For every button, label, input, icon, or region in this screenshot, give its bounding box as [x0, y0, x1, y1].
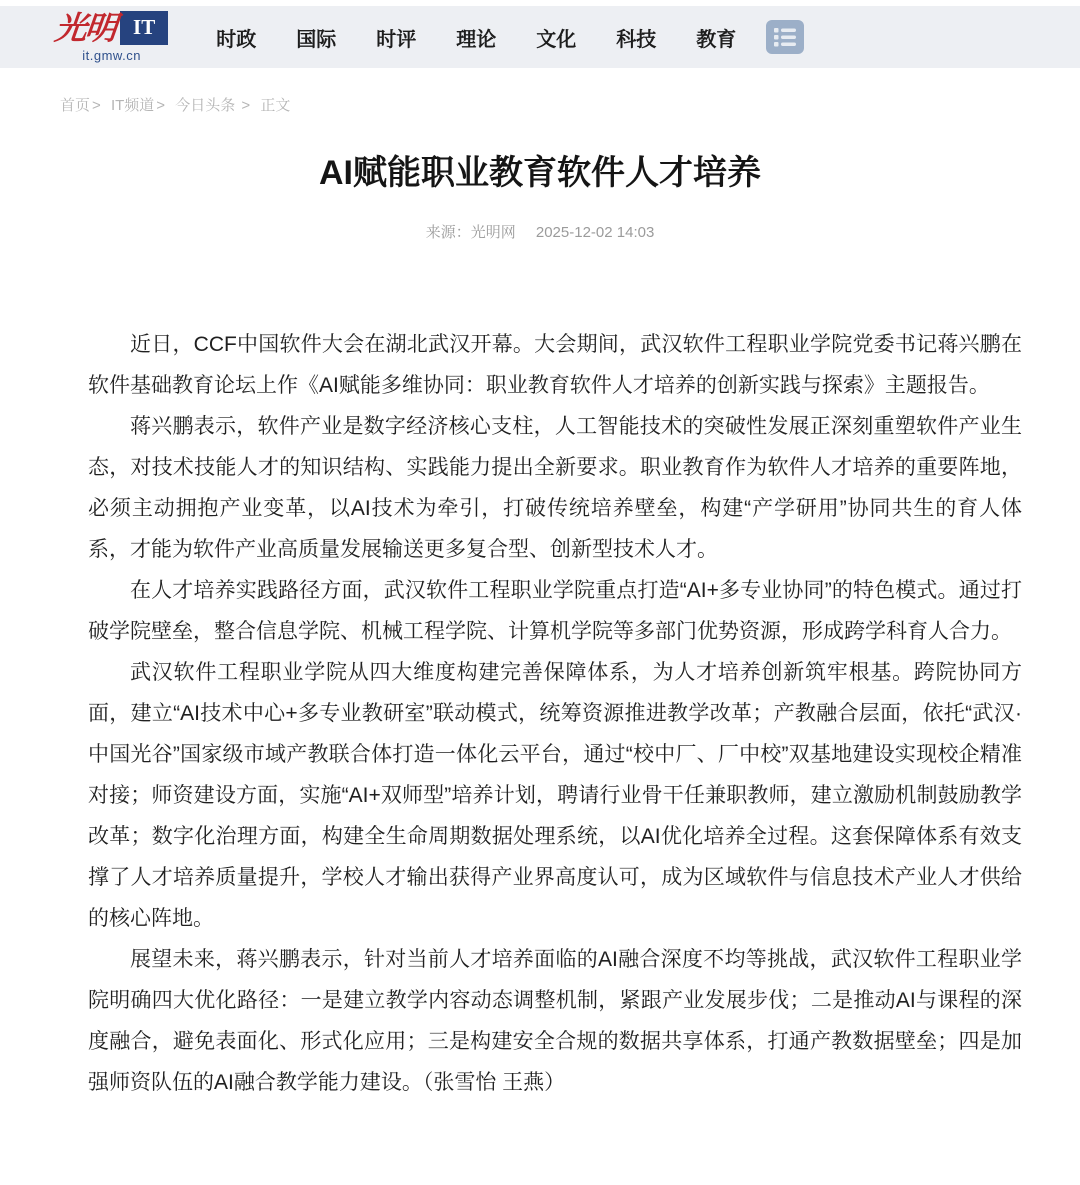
breadcrumb-separator: >	[92, 97, 101, 114]
nav-item-international[interactable]: 国际	[296, 28, 337, 51]
article-title: AI赋能职业教育软件人才培养	[319, 154, 761, 192]
breadcrumb-home[interactable]: 首页	[60, 97, 91, 114]
article-datetime: 2025-12-02 14:03	[535, 224, 655, 242]
logo-brand-text: 光明	[53, 9, 118, 47]
breadcrumb-separator: >	[156, 97, 166, 114]
article-paragraph: 蒋兴鹏表示，软件产业是数字经济核心支柱，人工智能技术的突破性发展正深刻重塑软件产业生态，对技术技能人才的知识结构、实践能力提出全新要求。职业教育作为软件人才培养的重要阵地，必须主动拥抱产业变革，以AI技术为牵引，打破传统培养壁垒，构建“产学研用”协同共生的育人体系，才能为软件产业高质量发展输送更多复合型、创新型技术人才。	[88, 415, 1022, 562]
nav-item-culture[interactable]: 文化	[536, 28, 577, 51]
logo-row	[55, 11, 168, 45]
site-header	[0, 6, 1080, 68]
breadcrumb-it-channel[interactable]: IT频道	[110, 97, 155, 114]
main-nav	[196, 23, 756, 52]
article-meta	[0, 221, 1080, 242]
breadcrumb-today-headlines[interactable]: 今日头条	[175, 97, 236, 114]
logo-domain: it.gmw.cn	[82, 48, 141, 63]
menu-button[interactable]	[766, 20, 804, 54]
nav-item-politics[interactable]: 时政	[216, 28, 257, 51]
article-paragraph: 近日，CCF中国软件大会在湖北武汉开幕。大会期间，武汉软件工程职业学院党委书记蒋兴鹏在软件基础教育论坛上作《AI赋能多维协同：职业教育软件人才培养的创新实践与探索》主题报告。	[88, 333, 1022, 398]
list-icon	[766, 20, 804, 54]
logo-it-badge: IT	[120, 11, 168, 45]
nav-item-education[interactable]: 教育	[696, 28, 737, 51]
breadcrumb	[0, 94, 1080, 115]
nav-item-commentary[interactable]: 时评	[376, 28, 417, 51]
article-body	[0, 324, 1080, 1103]
article-paragraph: 展望未来，蒋兴鹏表示，针对当前人才培养面临的AI融合深度不均等挑战，武汉软件工程职业学院明确四大优化路径：一是建立教学内容动态调整机制，紧跟产业发展步伐；二是推动AI与课程的深度融合，避免表面化、形式化应用；三是构建安全合规的数据共享体系，打通产教数据壁垒；四是加强师资队伍的AI融合教学能力建设。（张雪怡 王燕）	[88, 948, 1022, 1095]
article-paragraph: 在人才培养实践路径方面，武汉软件工程职业学院重点打造“AI+多专业协同”的特色模式。通过打破学院壁垒，整合信息学院、机械工程学院、计算机学院等多部门优势资源，形成跨学科育人合力。	[88, 579, 1022, 644]
nav-item-theory[interactable]: 理论	[456, 28, 497, 51]
breadcrumb-current-page: 正文	[260, 97, 291, 114]
site-logo[interactable]	[55, 11, 168, 63]
breadcrumb-separator: >	[241, 97, 251, 114]
article-paragraph: 武汉软件工程职业学院从四大维度构建完善保障体系，为人才培养创新筑牢根基。跨院协同方面，建立“AI技术中心+多专业教研室”联动模式，统筹资源推进教学改革；产教融合层面，依托“武汉·中国光谷”国家级市域产教联合体打造一体化云平台，通过“校中厂、厂中校”双基地建设实现校企精准对接；师资建设方面，实施“AI+双师型”培养计划，聘请行业骨干任兼职教师，建立激励机制鼓励教学改革；数字化治理方面，构建全生命周期数据处理系统，以AI优化培养全过程。这套保障体系有效支撑了人才培养质量提升，学校人才输出获得产业界高度认可，成为区域软件与信息技术产业人才供给的核心阵地。	[88, 661, 1022, 931]
article-source: 来源：光明网	[425, 224, 516, 242]
nav-item-technology[interactable]: 科技	[616, 28, 657, 51]
